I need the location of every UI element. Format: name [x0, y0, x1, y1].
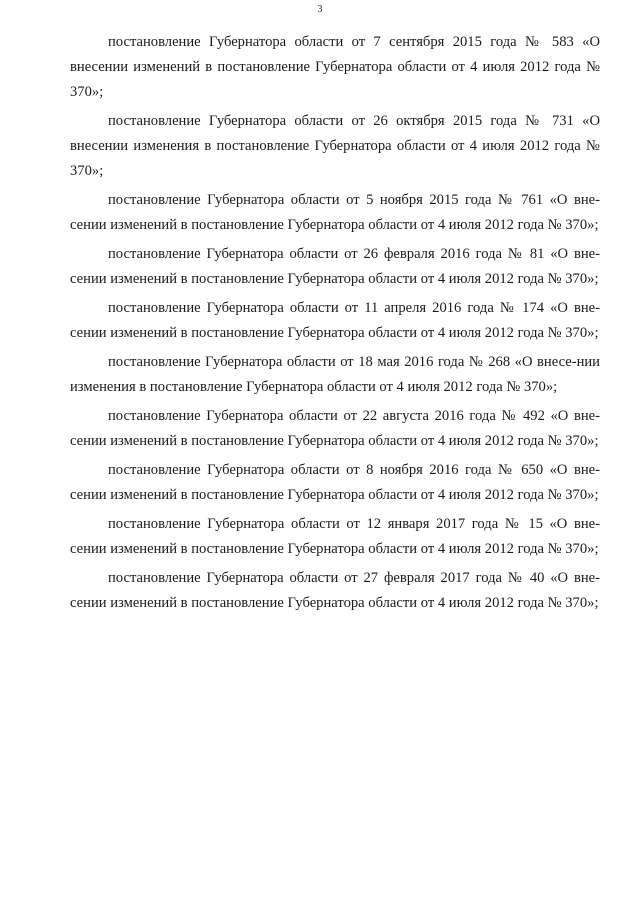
decree-list-item: постановление Губернатора области от 11 апреля 2016 года № 174 «О вне-сении изменений в постановление Губернатора области от 4 июля 2012 года № 370»; [70, 300, 600, 341]
decree-list-item: постановление Губернатора области от 8 ноября 2016 года № 650 «О вне-сении изменений в постановление Губернатора области от 4 июля 2012 года № 370»; [70, 462, 600, 503]
decree-list-item: постановление Губернатора области от 27 февраля 2017 года № 40 «О вне-сении изменений в постановление Губернатора области от 4 июля 2012 года № 370»; [70, 570, 600, 611]
decree-list-item: постановление Губернатора области от 5 ноября 2015 года № 761 «О вне-сении изменений в постановление Губернатора области от 4 июля 2012 года № 370»; [70, 192, 600, 233]
decree-list-item: постановление Губернатора области от 7 сентября 2015 года № 583 «О внесении изменений в постановление Губернатора области от 4 июля 2012 года № 370»; [70, 34, 600, 100]
decree-list-item: постановление Губернатора области от 26 февраля 2016 года № 81 «О вне-сении изменений в постановление Губернатора области от 4 июля 2012 года № 370»; [70, 246, 600, 287]
decree-list-item: постановление Губернатора области от 18 мая 2016 года № 268 «О внесе-нии изменения в постановление Губернатора области от 4 июля 2012 года № 370»; [70, 354, 600, 395]
decree-list-item: постановление Губернатора области от 26 октября 2015 года № 731 «О внесении изменения в постановление Губернатора области от 4 июля 2012 года № 370»; [70, 113, 600, 179]
page-number: 3 [317, 4, 323, 15]
document-body [70, 30, 600, 620]
decree-list-item: постановление Губернатора области от 22 августа 2016 года № 492 «О вне-сении изменений в постановление Губернатора области от 4 июля 2012 года № 370»; [70, 408, 600, 449]
decree-list-item: постановление Губернатора области от 12 января 2017 года № 15 «О вне-сении изменений в постановление Губернатора области от 4 июля 2012 года № 370»; [70, 516, 600, 557]
